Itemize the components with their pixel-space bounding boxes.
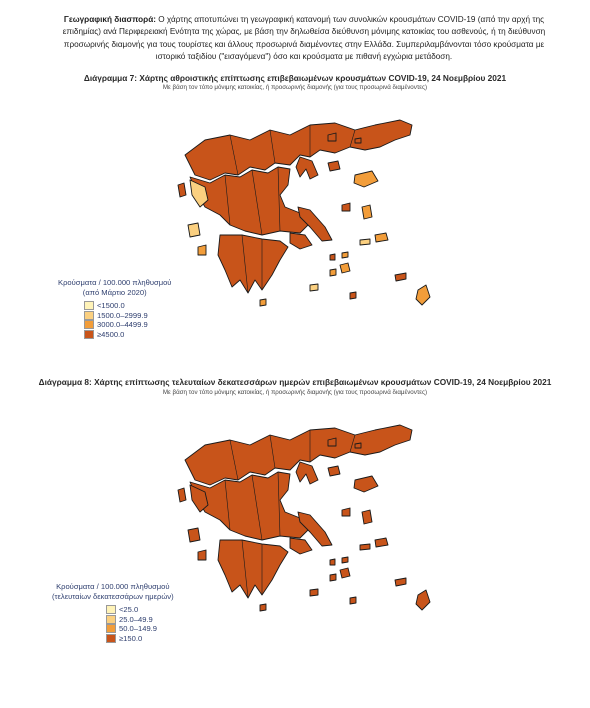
map1-subtitle: Με βάση τον τόπο μόνιμης κατοικίας, ή προσωρινής διαμονής (για τους προσωρινά διαμένοντες) (162, 84, 428, 91)
attica-region (290, 233, 312, 249)
map1-legend-subtitle: (από Μάρτιο 2020) (82, 288, 147, 297)
legend-swatch (106, 605, 116, 614)
cyclades-milos (310, 284, 318, 291)
corfu-region (178, 488, 186, 502)
ikaria-region (360, 544, 370, 550)
map1-title: Διάγραμμα 7: Χάρτης αθροιστικής επίπτωσης επιβεβαιωμένων κρουσμάτων COVID-19, 24 Νοεμβρίου 2021 (83, 73, 507, 83)
greece-map-14-day (150, 400, 450, 630)
kythira-region (260, 604, 266, 611)
samothraki-region (355, 138, 361, 143)
legend-swatch (84, 311, 94, 320)
cyclades-thira (350, 597, 356, 604)
skyros-region (342, 203, 350, 211)
cyclades-naxos (340, 263, 350, 273)
cyclades-paros (330, 269, 336, 276)
zakynthos-region (198, 550, 206, 560)
greece-map-cumulative (150, 95, 450, 325)
cyclades-milos (310, 589, 318, 596)
cyclades-paros (330, 574, 336, 581)
intro-heading: Γεωγραφική διασπορά: (63, 15, 156, 24)
legend-swatch (84, 330, 94, 339)
kythira-region (260, 299, 266, 306)
attica-region (290, 538, 312, 554)
chios-region (362, 510, 372, 524)
map1-legend-item: ≥4500.0 (84, 330, 171, 340)
map2-legend (52, 582, 174, 643)
map2-legend-title: Κρούσματα / 100.000 πληθυσμού (56, 582, 170, 591)
map2-legend-subtitle: (τελευταίων δεκατεσσάρων ημερών) (52, 592, 174, 601)
map2-legend-item: 25.0–49.9 (106, 615, 174, 625)
lesvos-region (354, 171, 378, 187)
samos-region (375, 233, 388, 242)
rhodes-region (416, 590, 430, 610)
lesvos-region (354, 476, 378, 492)
cyclades-mykonos (342, 557, 348, 563)
skyros-region (342, 508, 350, 516)
kefalonia-region (188, 223, 200, 237)
ikaria-region (360, 239, 370, 245)
corfu-region (178, 183, 186, 197)
legend-swatch (106, 634, 116, 643)
legend-swatch (84, 301, 94, 310)
intro-paragraph (50, 14, 558, 64)
lemnos-region (328, 466, 340, 476)
samos-region (375, 538, 388, 547)
intro-text: Ο χάρτης αποτυπώνει τη γεωγραφική κατανομή των συνολικών κρουσμάτων COVID-19 (από την αρχή της επιδημίας) ανά Περιφερειακή Ενότητα της χώρας, με βάση την δηλωθείσα διεύθυνση μόνιμης κατοικίας του ασθενούς, ή τη διεύθυνση προσωρινής διαμονής για τους τουρίστες και άλλους προσωρινά διαμένοντες στην Ελλάδα. Συμπεριλαμβάνονται τόσο κρούσματα με ιστορικό ταξιδίου ("εισαγόμενα") όσο και κρούσματα με πιθανή εγχώρια μετάδοση. (62, 15, 546, 62)
cyclades-syros (330, 254, 335, 260)
chios-region (362, 205, 372, 219)
chalkidiki-region (296, 157, 318, 179)
cyclades-syros (330, 559, 335, 565)
map2-title: Διάγραμμα 8: Χάρτης επίπτωσης τελευταίων δεκατεσσάρων ημερών επιβεβαιωμένων κρουσμάτων COVID-19, 24 Νοεμβρίου 2021 (38, 377, 552, 387)
samothraki-region (355, 443, 361, 448)
lemnos-region (328, 161, 340, 171)
map1-legend (58, 278, 171, 339)
peloponnese-region (218, 235, 288, 293)
map2-subtitle: Με βάση τον τόπο μόνιμης κατοικίας, ή προσωρινής διαμονής (για τους προσωρινά διαμένοντες) (162, 389, 428, 396)
map1-legend-item: 3000.0–4499.9 (84, 320, 171, 330)
kos-region (395, 578, 406, 586)
legend-swatch (106, 624, 116, 633)
cyclades-mykonos (342, 252, 348, 258)
map1-legend-item: 1500.0–2999.9 (84, 311, 171, 321)
map2-legend-item: 50.0–149.9 (106, 624, 174, 634)
cyclades-thira (350, 292, 356, 299)
legend-swatch (84, 320, 94, 329)
cyclades-naxos (340, 568, 350, 578)
rhodes-region (416, 285, 430, 305)
zakynthos-region (198, 245, 206, 255)
legend-swatch (106, 615, 116, 624)
map2-legend-item: <25.0 (106, 605, 174, 615)
kos-region (395, 273, 406, 281)
peloponnese-region (218, 540, 288, 598)
chalkidiki-region (296, 462, 318, 484)
map2-legend-item: ≥150.0 (106, 634, 174, 644)
map1-legend-item: <1500.0 (84, 301, 171, 311)
map1-legend-title: Κρούσματα / 100.000 πληθυσμού (58, 278, 172, 287)
kefalonia-region (188, 528, 200, 542)
